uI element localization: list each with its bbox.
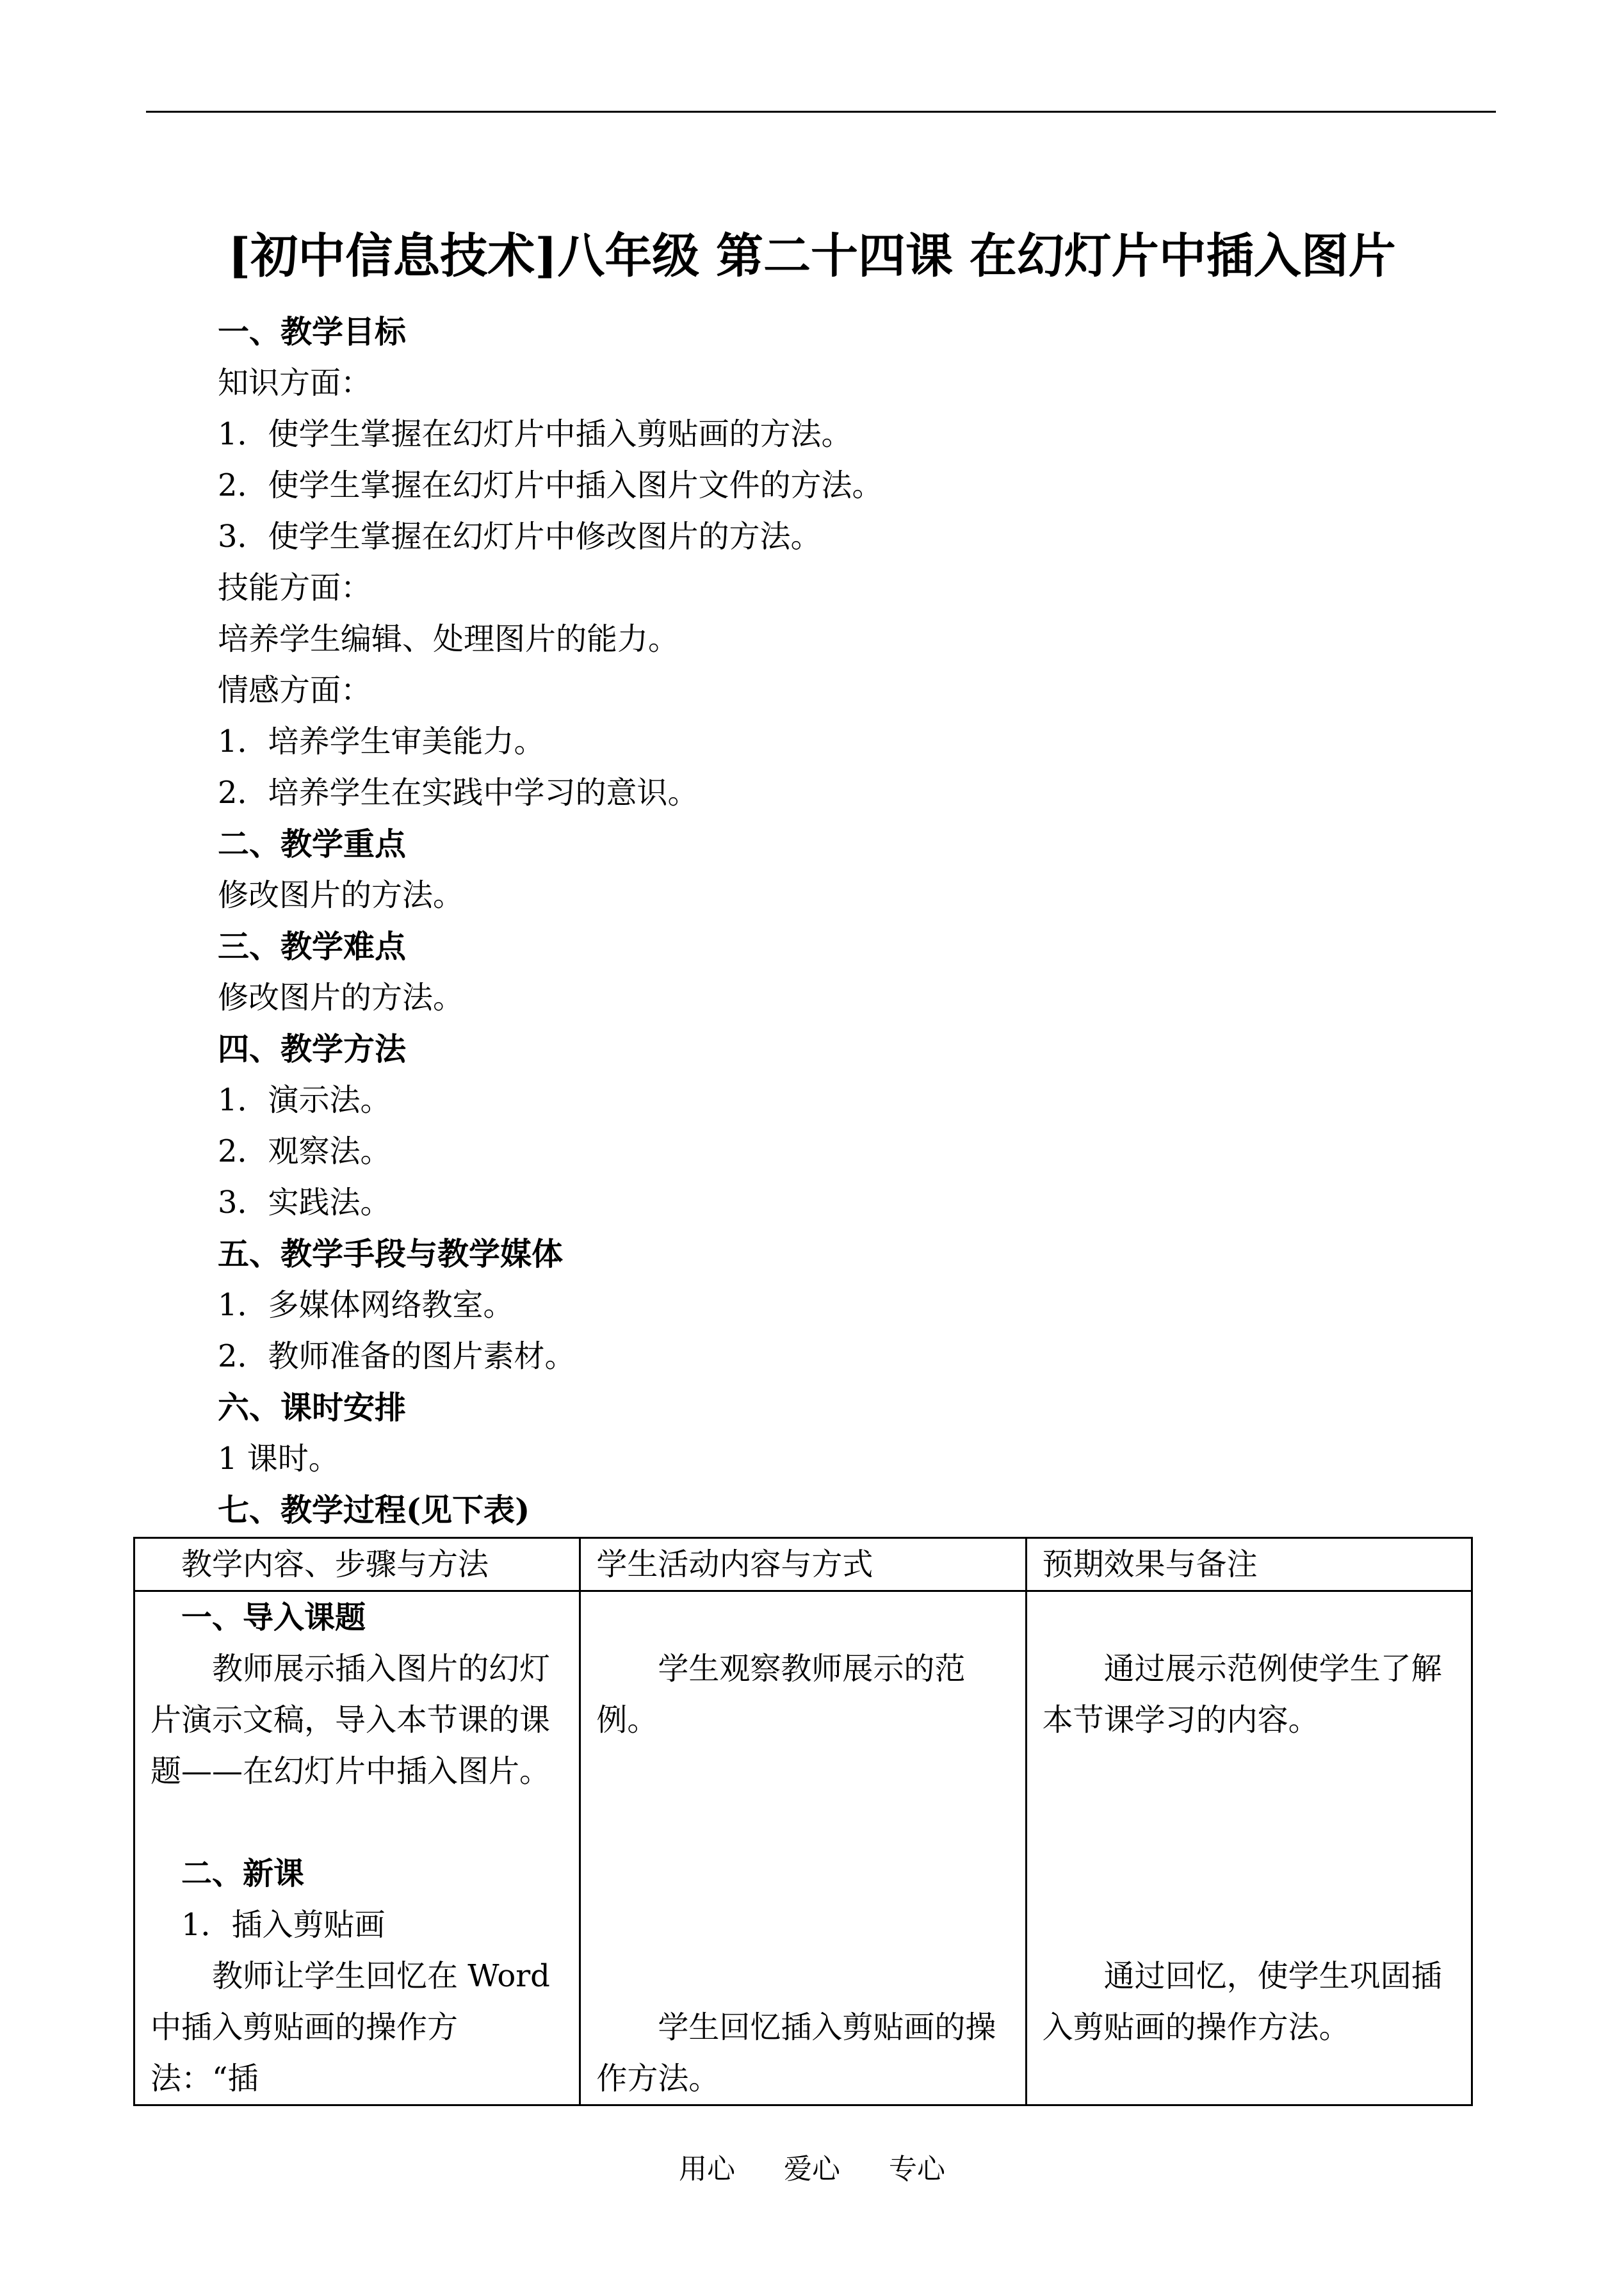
header-text: 预期效果与备注: [1042, 1546, 1258, 1582]
header-rule: [146, 111, 1496, 113]
footer-text: 用心: [679, 2153, 735, 2186]
section-line: 培养学生编辑、处理图片的能力。: [218, 621, 679, 657]
section-line: 1 课时。: [218, 1441, 339, 1477]
page-footer: [0, 2144, 1624, 2195]
table-header-cell: [580, 1538, 1026, 1591]
header-text: 教学内容、步骤与方法: [181, 1546, 489, 1582]
section-line: 2．使学生掌握在幻灯片中插入图片文件的方法。: [218, 467, 883, 503]
cell-paragraph: 学生观察教师展示的范例。: [596, 1651, 966, 1738]
section-line: 情感方面：: [218, 672, 372, 708]
header-text: 学生活动内容与方式: [596, 1546, 873, 1582]
blank-line: [596, 1746, 1009, 1797]
table-cell-content: [134, 1591, 580, 2105]
cell-paragraph: 教师让学生回忆在 Word 中插入剪贴画的操作方法：“插: [150, 1958, 550, 2096]
section-heading: 四、教学方法: [218, 1030, 407, 1067]
section-heading: 七、教学过程(见下表): [218, 1491, 530, 1529]
section-line: 1．培养学生审美能力。: [218, 724, 545, 759]
section-line: 3．实践法。: [218, 1185, 391, 1220]
page-title: [初中信息技术]八年级 第二十四课 在幻灯片中插入图片: [228, 229, 1396, 284]
cell-heading: 一、导入课题: [181, 1600, 366, 1635]
blank-line: [1043, 1592, 1456, 1643]
section-line: 1．使学生掌握在幻灯片中插入剪贴画的方法。: [218, 416, 852, 452]
section-heading: 五、教学手段与教学媒体: [218, 1235, 564, 1272]
cell-paragraph: 教师展示插入图片的幻灯片演示文稿，导入本节课的课题——在幻灯片中插入图片。: [150, 1651, 551, 1789]
table-cell-effect: [1026, 1591, 1472, 2105]
table-header-cell: [134, 1538, 580, 1591]
section-line: 2．培养学生在实践中学习的意识。: [218, 775, 699, 811]
section-heading: 二、教学重点: [218, 825, 407, 863]
blank-line: [1043, 1848, 1456, 1899]
blank-line: [150, 1797, 564, 1848]
cell-paragraph: 通过展示范例使学生了解本节课学习的内容。: [1042, 1651, 1442, 1738]
footer-text: 专心: [889, 2153, 945, 2186]
section-line: 知识方面：: [218, 365, 372, 401]
blank-line: [596, 1950, 1009, 2002]
section-heading: 六、课时安排: [218, 1389, 407, 1426]
section-line: 1．多媒体网络教室。: [218, 1287, 514, 1323]
section-line: 修改图片的方法。: [218, 877, 464, 913]
table-row: [134, 1591, 1472, 2105]
teaching-process-table: [133, 1537, 1473, 2106]
section-line: 技能方面：: [218, 570, 372, 606]
section-heading: 三、教学难点: [218, 928, 407, 965]
section-heading: 一、教学目标: [218, 313, 407, 350]
table-cell-activity: [580, 1591, 1026, 2105]
blank-line: [596, 1848, 1009, 1899]
section-line: 1．演示法。: [218, 1082, 391, 1118]
footer-text: 爱心: [784, 2153, 840, 2186]
cell-paragraph: 通过回忆，使学生巩固插入剪贴画的操作方法。: [1042, 1958, 1442, 2045]
cell-heading: 二、新课: [181, 1856, 305, 1892]
table-header-cell: [1026, 1538, 1472, 1591]
cell-paragraph: 学生回忆插入剪贴画的操作方法。: [596, 2009, 996, 2096]
blank-line: [596, 1592, 1009, 1643]
blank-line: [596, 1797, 1009, 1848]
section-line: 2．教师准备的图片素材。: [218, 1338, 576, 1374]
section-line: 3．使学生掌握在幻灯片中修改图片的方法。: [218, 519, 822, 555]
cell-subheading: 1．插入剪贴画: [181, 1907, 386, 1943]
blank-line: [1043, 1746, 1456, 1797]
document-body: [218, 306, 1498, 1536]
blank-line: [1043, 1797, 1456, 1848]
blank-line: [1043, 1899, 1456, 1950]
section-line: 2．观察法。: [218, 1133, 391, 1169]
section-line: 修改图片的方法。: [218, 980, 464, 1016]
blank-line: [596, 1899, 1009, 1950]
table-header-row: [134, 1538, 1472, 1591]
